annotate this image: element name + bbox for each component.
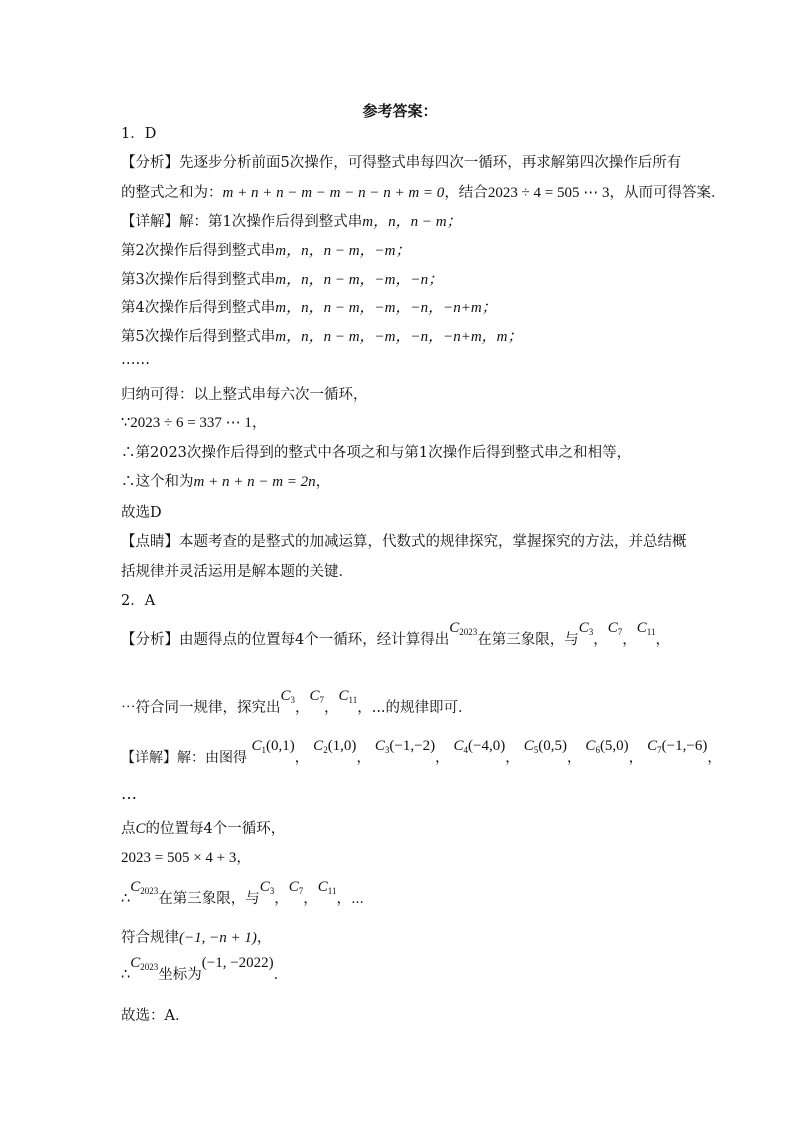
q2-dots: ⋯ bbox=[121, 788, 137, 807]
q2-so-line1: $\therefore C_{2023}$在第三象限，与$C_3$，$C_7$，$C_{11}$，⋯ bbox=[121, 879, 365, 907]
q1-because-line: ∵2023 ÷ 6 = 337 ⋯ 1， bbox=[121, 415, 267, 431]
q2-c3-symbol: $C_3$ bbox=[578, 620, 594, 637]
q2-analysis-line1: 【分析】由题得点的位置每4个一循环，经计算得出$C_{2023}$在第三象限，与$C_3$，$C_7$，$C_{11}$， bbox=[121, 620, 670, 648]
q1-number: 1．D bbox=[121, 126, 157, 142]
q1-sum-formula: m + n + n − m − m − n − n + m = 0 bbox=[222, 185, 445, 201]
q1-ellipsis: …… bbox=[121, 352, 150, 368]
q2-point-c1: $C_1(0,1)$ bbox=[251, 738, 295, 755]
q2-point-c4: $C_4(-4,0)$ bbox=[453, 738, 506, 755]
q1-comment-line2: 括规律并灵活运用是解本题的关键． bbox=[121, 564, 353, 580]
q1-comment-label: 【点睛】 bbox=[121, 534, 179, 550]
q2-point-c2: $C_2(1,0)$ bbox=[313, 738, 357, 755]
q1-analysis-line1: 【分析】先逐步分析前面5次操作，可得整式串每四次一循环，再求解第四次操作后所有 bbox=[121, 155, 682, 171]
q1-choice: 故选D bbox=[121, 505, 162, 521]
q1-detail-step3: 第3次操作后得到整式串m，n，n − m，−m，−n； bbox=[121, 272, 444, 288]
q2-point-c3: $C_3(-1,-2)$ bbox=[374, 738, 436, 755]
q1-detail-label: 【详解】 bbox=[121, 214, 179, 230]
q2-number: 2．A bbox=[121, 593, 156, 609]
q2-analysis-label: 【分析】 bbox=[121, 632, 179, 648]
q2-point-c7: $C_7(-1,-6)$ bbox=[647, 738, 708, 755]
q1-detail-step1: 【详解】解：第1次操作后得到整式串m，n，n − m； bbox=[121, 214, 462, 230]
q2-point-c5: $C_5(0,5)$ bbox=[523, 738, 567, 755]
q1-detail-step2: 第2次操作后得到整式串m，n，n − m，−m； bbox=[121, 243, 411, 259]
q2-c2023-symbol: $C_{2023}$ bbox=[449, 620, 478, 637]
q2-equation-line: 2023 = 505 × 4 + 3， bbox=[121, 850, 251, 866]
q2-cycle-line: 点C的位置每4个一循环， bbox=[121, 821, 286, 837]
q2-c7-symbol: $C_7$ bbox=[607, 620, 623, 637]
q2-point-c6: $C_6(5,0)$ bbox=[585, 738, 629, 755]
q2-so-line2: $\therefore C_{2023}$坐标为(−1, −2022)． bbox=[121, 955, 289, 983]
q2-rule-line: 符合规律(−1, −n + 1)， bbox=[121, 930, 272, 946]
page-title: 参考答案： bbox=[362, 102, 438, 120]
q2-choice: 故选：A． bbox=[121, 1008, 190, 1024]
q2-final-coordinate: (−1, −2022) bbox=[201, 955, 274, 971]
q1-detail-step5: 第5次操作后得到整式串m，n，n − m，−m，−n，−n+m，m； bbox=[121, 329, 523, 345]
q1-analysis-line2: 的整式之和为：m + n + n − m − m − n − n + m = 0，结合2023 ÷ 4 = 505 ⋯ 3，从而可得答案． bbox=[121, 185, 726, 201]
q2-analysis-line2: ⋯符合同一规律，探究出$C_3$，$C_7$，$C_{11}$，...的规律即可． bbox=[121, 688, 473, 716]
q1-detail-step4: 第4次操作后得到整式串m，n，n − m，−m，−n，−n+m； bbox=[121, 300, 497, 316]
q1-induction: 归纳可得：以上整式串每六次一循环， bbox=[121, 387, 368, 403]
q1-comment-line1: 【点睛】本题考查的是整式的加减运算，代数式的规律探究，掌握探究的方法，并总结概 bbox=[121, 534, 687, 550]
q1-division-formula: 2023 ÷ 4 = 505 ⋯ 3 bbox=[487, 185, 610, 201]
q2-detail-line: 【详解】解：由图得 $C_1(0,1)$， $C_2(1,0)$， $C_3(-1,-2)$， $C_4(-4,0)$， $C_5(0,5)$， $C_6(5,0)$， $C_7(-1,-6)$， bbox=[121, 738, 722, 766]
q2-c11-symbol: $C_{11}$ bbox=[636, 620, 656, 637]
q1-therefore-line2: ∴这个和为m + n + n − m = 2n， bbox=[121, 474, 331, 490]
q1-analysis-label: 【分析】 bbox=[121, 155, 179, 171]
q2-detail-label: 【详解】 bbox=[121, 750, 177, 766]
q1-therefore-line1: ∴第2023次操作后得到的整式中各项之和与第1次操作后得到整式串之和相等， bbox=[121, 445, 632, 461]
